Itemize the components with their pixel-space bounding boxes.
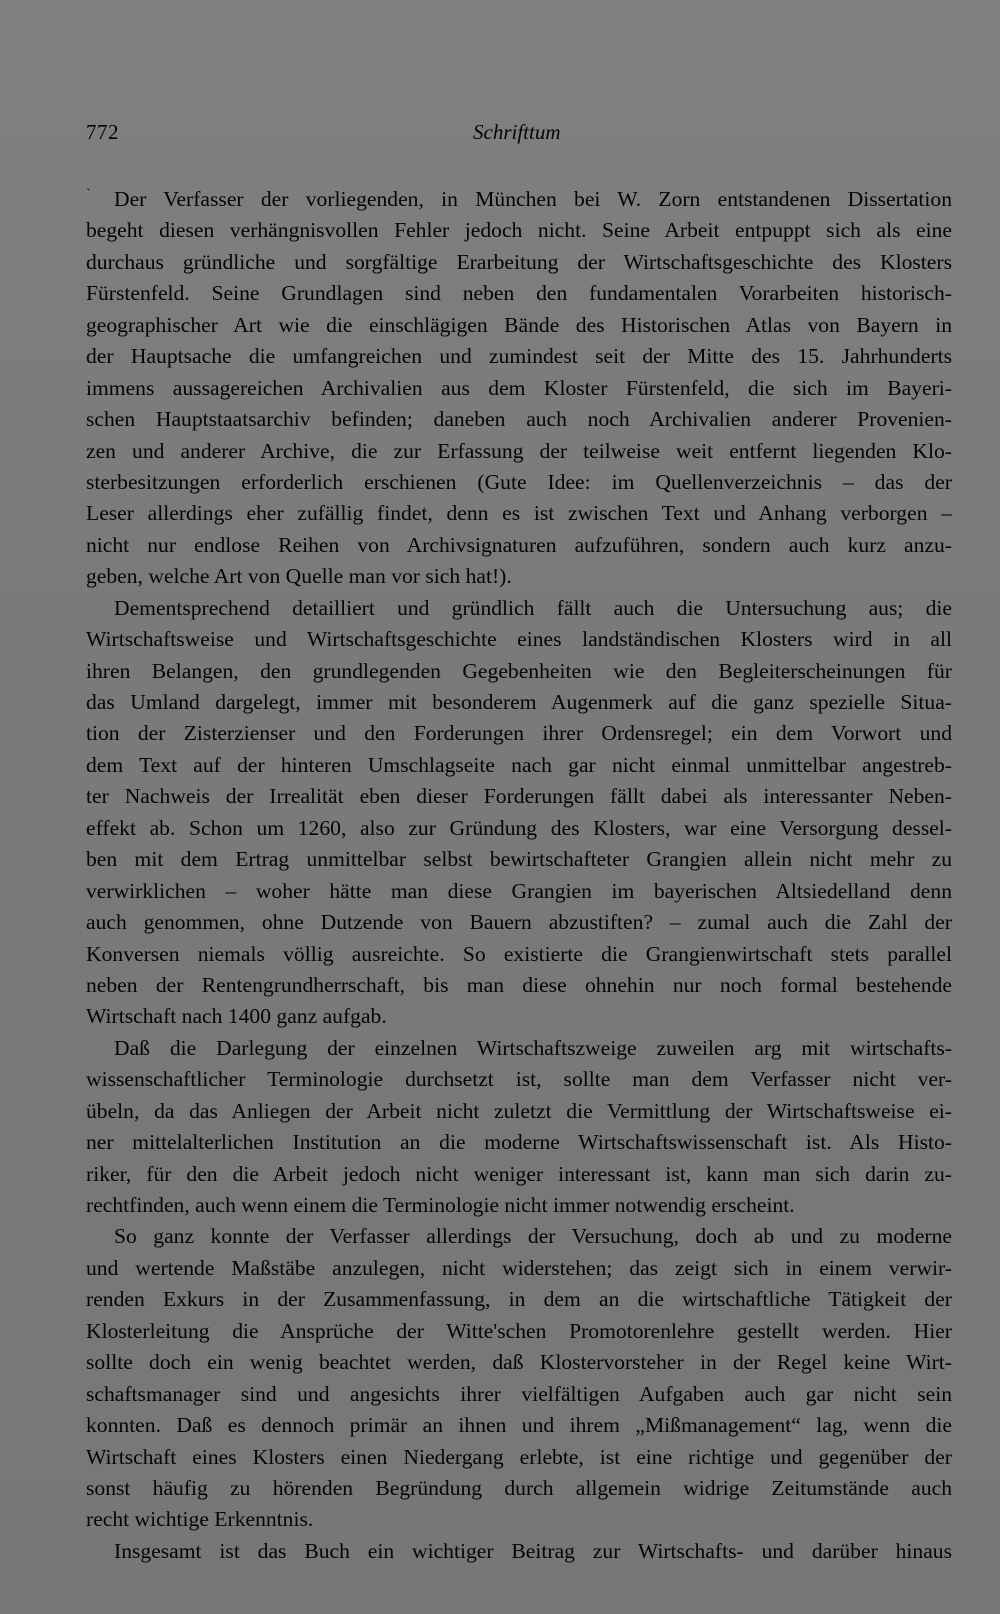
- text-line-content: ihren Belangen, den grundlegenden Gegebenheiten wie den Begleiterscheinungen für: [86, 658, 952, 683]
- text-line: [86, 341, 952, 372]
- text-line-content: ter Nachweis der Irrealität eben dieser Forderungen fällt dabei als interessanter Neben-: [86, 784, 952, 809]
- text-line-content: schen Hauptstaatsarchiv befinden; daneben auch noch Archivalien anderer Provenien-: [86, 407, 952, 432]
- text-line-content: sollte doch ein wenig beachtet werden, daß Klostervorsteher in der Regel keine Wirt-: [86, 1350, 952, 1375]
- text-line-content: Konversen niemals völlig ausreichte. So existierte die Grangienwirtschaft stets parallel: [86, 941, 952, 966]
- text-line: [86, 1504, 952, 1535]
- text-line: [86, 907, 952, 938]
- text-line: [86, 1347, 952, 1378]
- text-line-content: schaftsmanager sind und angesichts ihrer vielfältigen Aufgaben auch gar nicht sein: [86, 1381, 952, 1406]
- page-number: 772: [86, 120, 119, 144]
- text-line-content: verwirklichen – woher hätte man diese Grangien im bayerischen Altsiedelland denn: [86, 878, 952, 903]
- text-line-content: neben der Rentengrundherrschaft, bis man diese ohnehin nur noch formal bestehende: [86, 972, 952, 997]
- text-line: [86, 1190, 952, 1221]
- text-line: [86, 939, 952, 970]
- text-line-content: rechtfinden, auch wenn einem die Terminologie nicht immer notwendig erscheint.: [86, 1193, 795, 1217]
- text-line-content: Wirtschaft nach 1400 ganz aufgab.: [86, 1004, 387, 1029]
- text-line: [86, 1033, 952, 1064]
- text-line: [86, 498, 952, 529]
- text-line-content: zen und anderer Archive, die zur Erfassung der teilweise weit entfernt liegenden Klo-: [86, 438, 952, 463]
- text-line-content: tion der Zisterzienser und den Forderungen ihrer Ordensregel; ein dem Vorwort und: [86, 721, 952, 746]
- text-line-content: sonst häufig zu hörenden Begründung durch allgemein widrige Zeitumstände auch: [86, 1475, 952, 1500]
- text-line-content: So ganz konnte der Verfasser allerdings der Versuchung, doch ab und zu moderne: [114, 1224, 952, 1249]
- text-line: [86, 876, 952, 907]
- text-line: [86, 1253, 952, 1284]
- text-line: [86, 436, 952, 467]
- text-line: [86, 184, 952, 215]
- text-line: [86, 1410, 952, 1441]
- text-line: [86, 310, 952, 341]
- text-line-content: Wirtschaftsweise und Wirtschaftsgeschichte eines landständischen Klosters wird in all: [86, 627, 952, 652]
- text-line-content: ner mittelalterlichen Institution an die moderne Wirtschaftswissenschaft ist. Als Histo-: [86, 1130, 952, 1155]
- text-line-content: wissenschaftlicher Terminologie durchsetzt ist, sollte man dem Verfasser nicht ver-: [86, 1067, 952, 1092]
- text-line: [86, 750, 952, 781]
- text-line: [86, 970, 952, 1001]
- text-line: [86, 1064, 952, 1095]
- text-line: [86, 1536, 952, 1567]
- text-line: [86, 593, 952, 624]
- text-line-content: geographischer Art wie die einschlägigen Bände des Historischen Atlas von Bayern in: [86, 312, 952, 337]
- text-line-content: Daß die Darlegung der einzelnen Wirtschaftszweige zuweilen arg mit wirtschafts-: [114, 1035, 952, 1060]
- text-line: [86, 1379, 952, 1410]
- text-line-content: der Hauptsache die umfangreichen und zumindest seit der Mitte des 15. Jahrhunderts: [86, 344, 952, 369]
- text-line: [86, 656, 952, 687]
- text-line-content: immens aussagereichen Archivalien aus dem Kloster Fürstenfeld, die sich im Bayeri-: [86, 375, 952, 400]
- text-line-content: dem Text auf der hinteren Umschlagseite nach gar nicht einmal unmittelbar angestreb-: [86, 752, 952, 777]
- text-line: [86, 1096, 952, 1127]
- text-line-content: begeht diesen verhängnisvollen Fehler jedoch nicht. Seine Arbeit entpuppt sich als eine: [86, 218, 952, 243]
- text-line: [86, 561, 952, 592]
- text-line-content: durchaus gründliche und sorgfältige Erarbeitung der Wirtschaftsgeschichte des Klosters: [86, 249, 952, 274]
- text-line-content: renden Exkurs in der Zusammenfassung, in dem an die wirtschaftliche Tätigkeit der: [86, 1287, 952, 1312]
- text-line: [86, 813, 952, 844]
- text-line: [86, 530, 952, 561]
- text-line-content: Fürstenfeld. Seine Grundlagen sind neben den fundamentalen Vorarbeiten historisch-: [86, 281, 952, 306]
- text-line-content: konnten. Daß es dennoch primär an ihnen und ihrem „Mißmanagement“ lag, wenn die: [86, 1413, 952, 1438]
- text-line: [86, 215, 952, 246]
- text-line: [86, 373, 952, 404]
- text-line: [86, 1442, 952, 1473]
- text-line-content: riker, für den die Arbeit jedoch nicht weniger interessant ist, kann man sich darin zu-: [86, 1161, 952, 1186]
- text-line: [86, 781, 952, 812]
- text-line: [86, 1316, 952, 1347]
- text-line-content: Wirtschaft eines Klosters einen Niedergang erlebte, ist eine richtige und gegenüber der: [86, 1444, 952, 1469]
- text-line: [86, 687, 952, 718]
- text-line: [86, 1221, 952, 1252]
- text-line: [86, 624, 952, 655]
- page-header: [86, 120, 946, 150]
- text-line-content: Insgesamt ist das Buch ein wichtiger Beitrag zur Wirtschafts- und darüber hinaus: [114, 1538, 952, 1563]
- text-line-content: Leser allerdings eher zufällig findet, denn es ist zwischen Text und Anhang verborgen –: [86, 501, 952, 526]
- text-line-content: übeln, da das Anliegen der Arbeit nicht zuletzt die Vermittlung der Wirtschaftsweise ei-: [86, 1098, 952, 1123]
- text-line: [86, 467, 952, 498]
- text-line: [86, 247, 952, 278]
- text-line-content: und wertende Maßstäbe anzulegen, nicht widerstehen; das zeigt sich in einem verwir-: [86, 1255, 952, 1280]
- text-line-content: Dementsprechend detailliert und gründlich fällt auch die Untersuchung aus; die: [114, 595, 952, 620]
- text-line-content: recht wichtige Erkenntnis.: [86, 1507, 314, 1532]
- text-line: [86, 278, 952, 309]
- text-line: [86, 1001, 952, 1032]
- grave-mark: ˋ: [86, 187, 91, 202]
- text-line-content: das Umland dargelegt, immer mit besonderem Augenmerk auf die ganz spezielle Situa-: [86, 690, 952, 714]
- text-line: [86, 718, 952, 749]
- text-line-content: sterbesitzungen erforderlich erschienen (Gute Idee: im Quellenverzeichnis – das der: [86, 469, 952, 494]
- text-line-content: auch genommen, ohne Dutzende von Bauern abzustiften? – zumal auch die Zahl der: [86, 910, 952, 935]
- text-line-content: geben, welche Art von Quelle man vor sich hat!).: [86, 564, 512, 589]
- running-title: Schrifttum: [473, 120, 561, 144]
- text-line-content: nicht nur endlose Reihen von Archivsignaturen aufzuführen, sondern auch kurz anzu-: [86, 532, 952, 557]
- text-line: [86, 1473, 952, 1504]
- text-line-content: Der Verfasser der vorliegenden, in München bei W. Zorn entstandenen Dissertation: [114, 187, 952, 211]
- body-text: [86, 184, 952, 1567]
- text-line: [86, 404, 952, 435]
- text-line-content: effekt ab. Schon um 1260, also zur Gründung des Klosters, war eine Versorgung dessel-: [86, 815, 952, 840]
- text-line: [86, 1159, 952, 1190]
- text-line: [86, 844, 952, 875]
- text-line-content: ben mit dem Ertrag unmittelbar selbst bewirtschafteter Grangien allein nicht mehr zu: [86, 847, 952, 872]
- text-line-content: Klosterleitung die Ansprüche der Witte'schen Promotorenlehre gestellt werden. Hier: [86, 1318, 952, 1343]
- text-line: [86, 1284, 952, 1315]
- text-line: [86, 1127, 952, 1158]
